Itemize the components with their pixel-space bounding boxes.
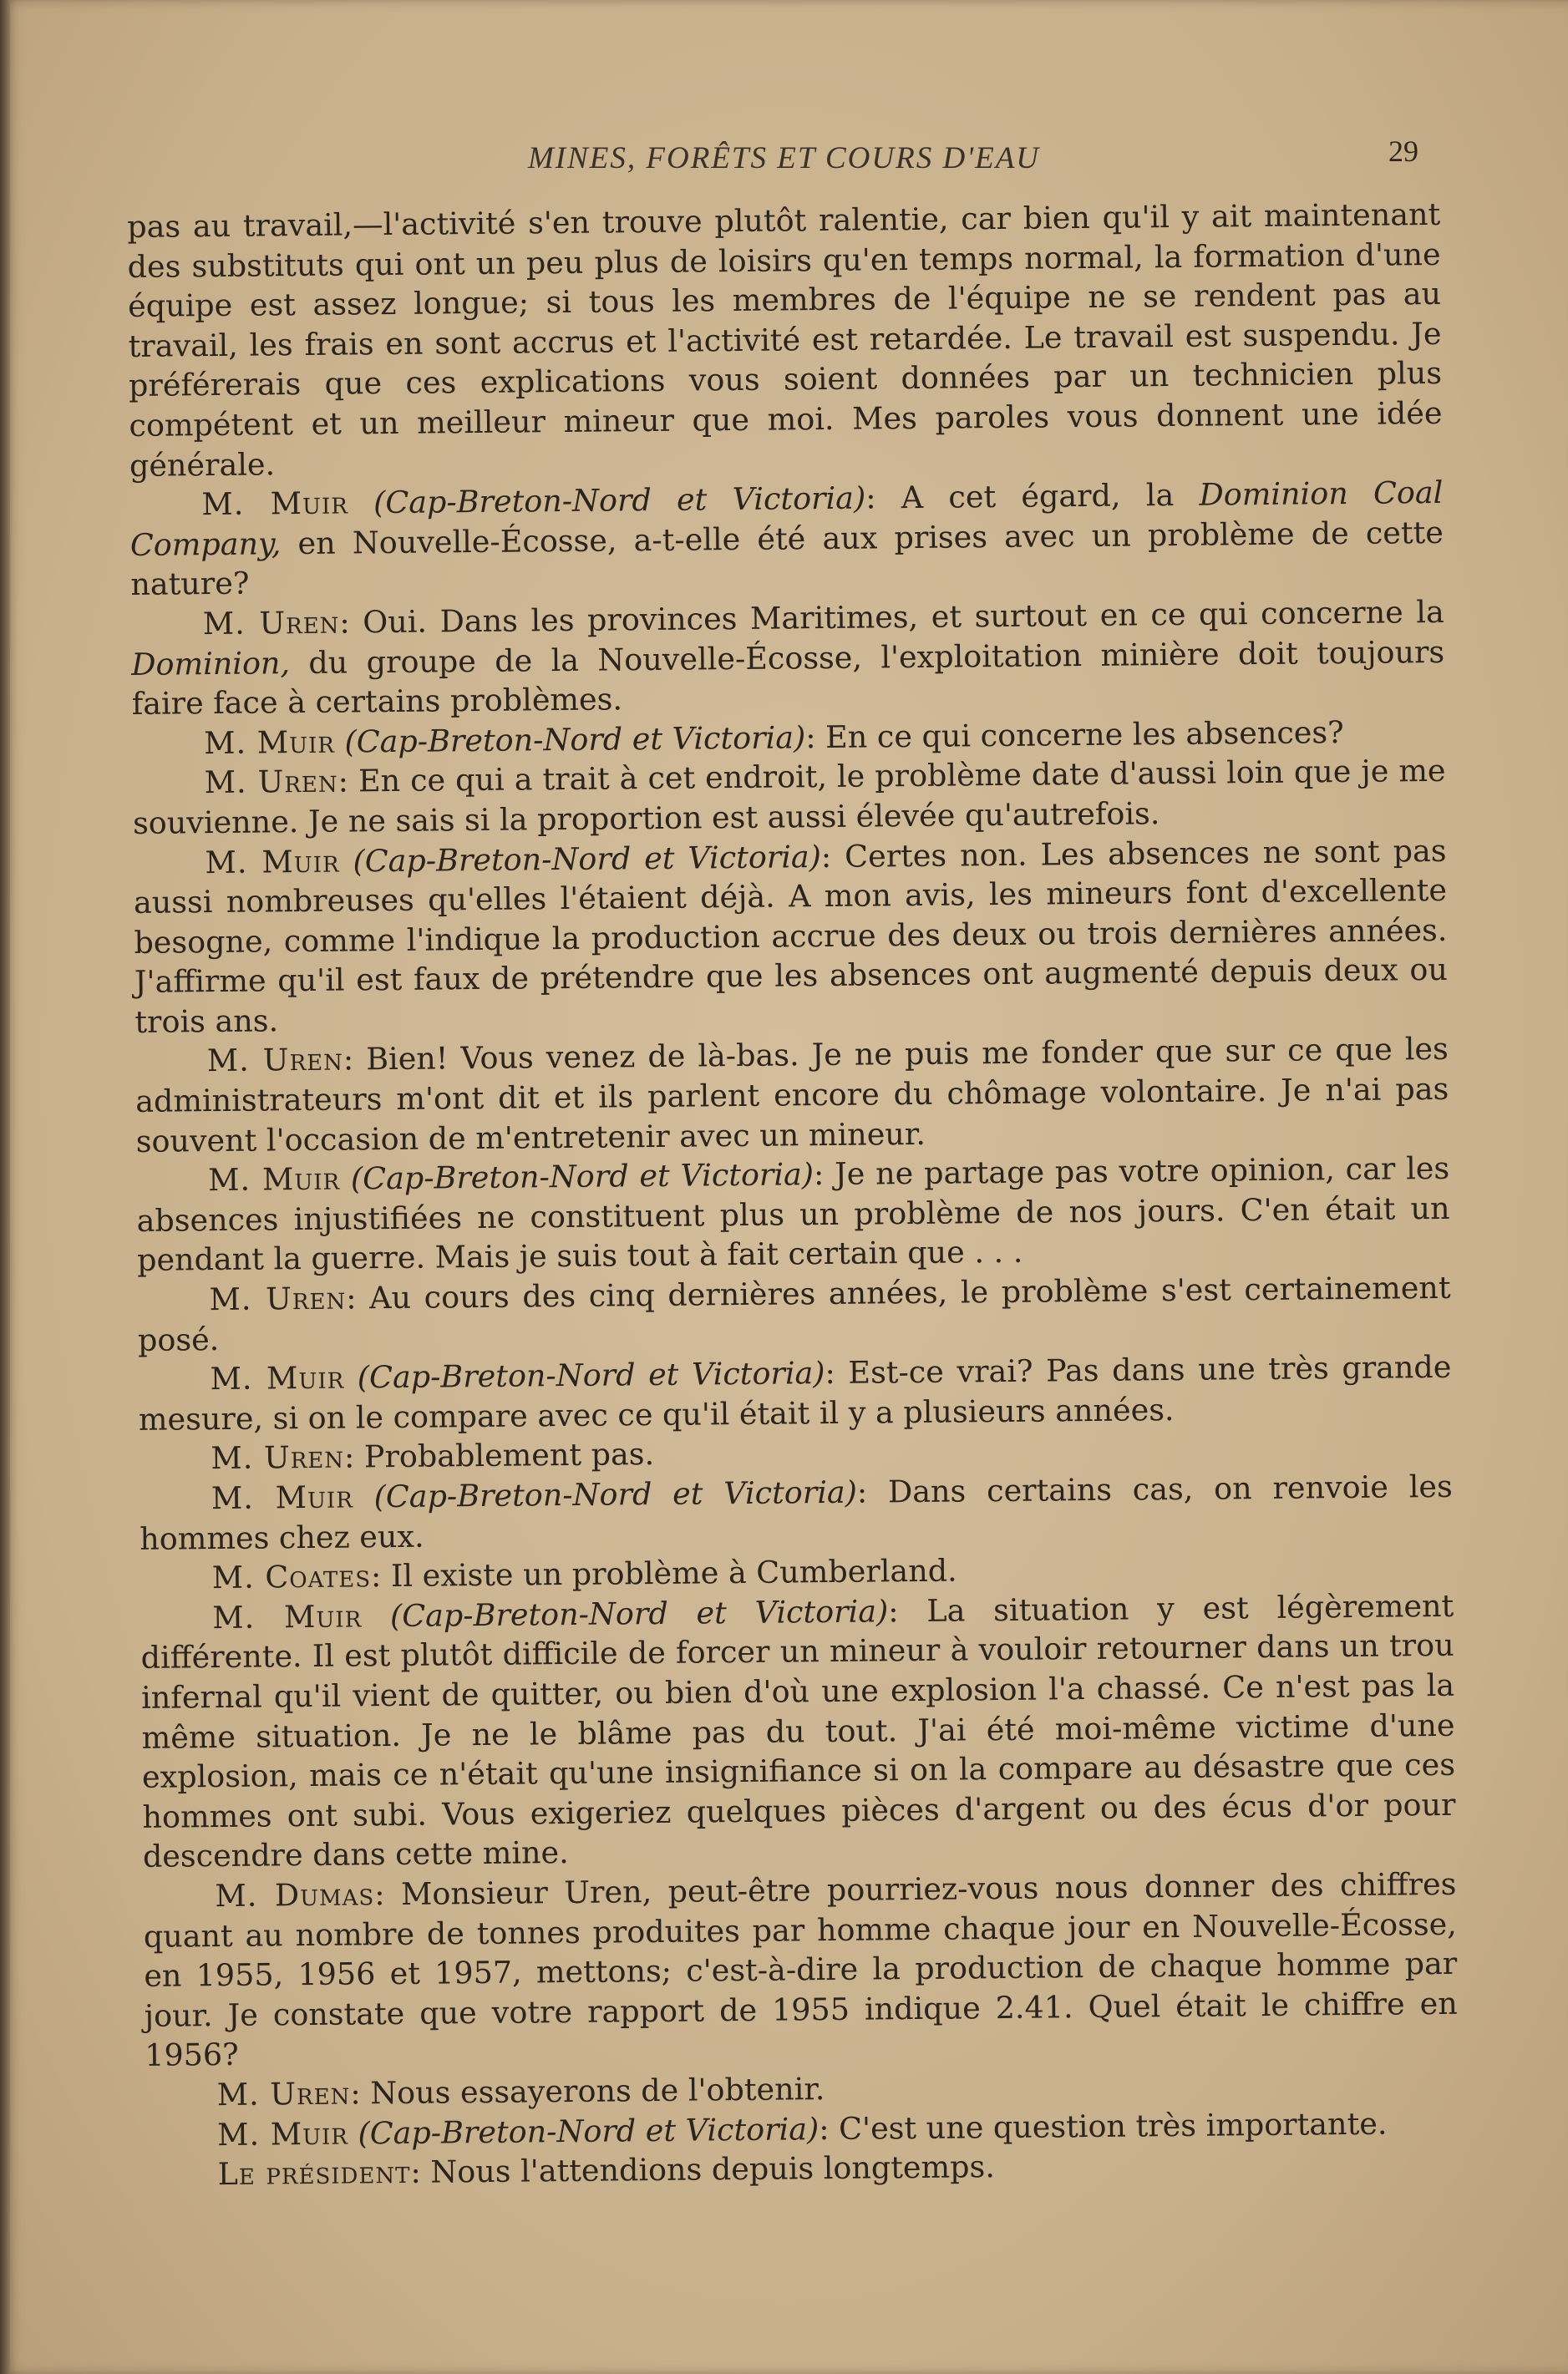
company-name: Dominion Coal Company,: [129, 474, 1444, 563]
speech-paragraph: [140, 1586, 1456, 1877]
speaker-riding: (Cap-Breton-Nord et Victoria): [344, 718, 806, 760]
page-edge-shadow: [0, 0, 10, 2374]
speech-text: : En ce qui a trait à cet endroit, le problème date d'aussi loin que je me souvienne. Je ne sais si la proportion est aussi élevée qu'autrefois.: [132, 753, 1446, 841]
page-number: 29: [1388, 134, 1418, 168]
speech-paragraph: [137, 1268, 1451, 1360]
speaker-riding: (Cap-Breton-Nord et Victoria): [389, 1593, 889, 1634]
speaker-name: M. Dumas: [215, 1876, 375, 1915]
speaker-name: M. Muir: [210, 1359, 345, 1398]
speaker-name: M. Muir: [207, 1160, 341, 1199]
speaker-name: M. Uren: [204, 763, 338, 801]
speech-text: : Je ne partage pas votre opinion, car les absences injustifiées ne constituent plus un problème de nos jours. C'en était un pendant la guerre. Mais je suis tout à fait certain que . . .: [136, 1150, 1450, 1279]
speech-paragraph: [132, 751, 1446, 843]
speaker-name: M. Muir: [211, 1479, 353, 1517]
speech-text: : Au cours des cinq dernières années, le problème s'est certainement posé.: [137, 1269, 1451, 1358]
speaker-name: M. Uren: [202, 604, 340, 642]
speaker-name: M. Muir: [205, 843, 340, 880]
speech-paragraph: [143, 1864, 1458, 2076]
speaker-riding: (Cap-Breton-Nord et Victoria): [358, 2110, 820, 2151]
speech-paragraph: [135, 1029, 1449, 1161]
speaker-name: M. Muir: [216, 2115, 349, 2153]
speaker-name: M. Uren: [216, 2075, 351, 2113]
speech-paragraph: [136, 1149, 1450, 1281]
speaker-name: M. Uren: [211, 1438, 345, 1477]
speech-text: : En ce qui concerne les absences?: [805, 713, 1344, 755]
speaker-name: M. Coates: [211, 1558, 372, 1596]
paragraph-continuation: [127, 195, 1443, 485]
speech-text: : C'est une question très importante.: [819, 2105, 1388, 2147]
speech-text: : La situation y est légèrement différente. Il est plutôt difficile de forcer un mineur à vouloir retourner dans un trou infernal qu'il vient de quitter, ou bien d'où une explosion l'a chassé. Ce n'est pas la même situation. Je ne le blâme pas du tout. J'ai été moi-même victime d'une explosion, mais ce n'était qu'une insignifiance si on la compare au désastre que ces hommes ont subi. Vous exigeriez quelques pièces d'argent ou des écus d'or pour descendre dans cette mine.: [140, 1587, 1456, 1875]
speaker-riding: (Cap-Breton-Nord et Victoria): [353, 838, 822, 879]
speech-text: : Nous l'attendions depuis longtemps.: [410, 2148, 996, 2190]
speech-paragraph: [129, 473, 1444, 605]
speech-text: : Il existe un problème à Cumberland.: [370, 1552, 957, 1595]
speaker-name: M. Uren: [209, 1280, 347, 1318]
speaker-riding: (Cap-Breton-Nord et Victoria): [373, 1474, 858, 1515]
speaker-riding: (Cap-Breton-Nord et Victoria): [373, 479, 866, 521]
company-name: Dominion,: [131, 644, 291, 682]
speech-text: en Nouvelle-Écosse, a-t-elle été aux prises avec un problème de cette nature?: [130, 514, 1444, 603]
speech-text: : Probablement pas.: [343, 1436, 655, 1475]
speaker-name: M. Uren: [206, 1042, 344, 1079]
speech-paragraph: [140, 1467, 1454, 1559]
speaker-name: M. Muir: [212, 1598, 363, 1636]
speech-paragraph: [131, 592, 1445, 724]
speech-text: : Nous essayerons de l'obtenir.: [350, 2070, 825, 2112]
speech-paragraph: [133, 830, 1448, 1042]
speech-text: : A cet égard, la: [865, 476, 1200, 516]
speaker-name: M. Muir: [203, 723, 336, 761]
transcript-body: [127, 195, 1459, 2195]
speaker-name: M. Muir: [201, 484, 349, 523]
speaker-name: Le président: [217, 2153, 411, 2193]
speech-text: : Oui. Dans les provinces Maritimes, et surtout en ce qui concerne la: [339, 593, 1444, 641]
speech-text: : Bien! Vous venez de là-bas. Je ne puis me fonder que sur ce que les administrateurs m'ont dit et ils parlent encore du chômage volontaire. Je n'ai pas souvent l'occasion de m'entretenir avec un mineur.: [135, 1031, 1449, 1159]
running-head: MINES, FORÊTS ET COURS D'EAU: [527, 141, 1041, 175]
speech-text: : Monsieur Uren, peut-être pourriez-vous nous donner des chiffres quant au nombre de tonnes produites par homme chaque jour en Nouvelle-Écosse, en 1955, 1956 et 1957, mettons; c'est-à-dire la production de chaque homme par jour. Je constate que votre rapport de 1955 indique 2.41. Quel était le chiffre en 1956?: [143, 1865, 1458, 2074]
paragraph-text: pas au travail,—l'activité s'en trouve plutôt ralentie, car bien qu'il y ait maintenant des substituts qui ont un peu plus de loisirs qu'en temps normal, la formation d'une équipe est assez longue; si tous les membres de l'équipe ne se rendent pas au travail, les frais en sont accrus et l'activité est retardée. Le travail est suspendu. Je préférerais que ces explications vous soient données par un technicien plus compétent et un meilleur mineur que moi. Mes paroles vous donnent une idée générale.: [127, 195, 1443, 484]
speech-text: du groupe de la Nouvelle-Écosse, l'exploitation minière doit toujours faire face à certains problèmes.: [131, 633, 1445, 723]
speaker-riding: (Cap-Breton-Nord et Victoria): [357, 1355, 825, 1396]
speech-text: : Est-ce vrai? Pas dans une très grande mesure, si on le compare avec ce qu'il était il y a plusieurs années.: [138, 1349, 1452, 1438]
speaker-riding: (Cap-Breton-Nord et Victoria): [350, 1156, 814, 1197]
speech-text: : Certes non. Les absences ne sont pas aussi nombreuses qu'elles l'étaient déjà. A mon avis, les mineurs font d'excellente besogne, comme l'indique la production accrue des deux ou trois dernières années. J'affirme qu'il est faux de prétendre que les absences ont augmenté depuis deux ou trois ans.: [133, 832, 1449, 1040]
speech-paragraph: [138, 1347, 1452, 1439]
speech-text: : Dans certains cas, on renvoie les hommes chez eux.: [140, 1468, 1453, 1557]
